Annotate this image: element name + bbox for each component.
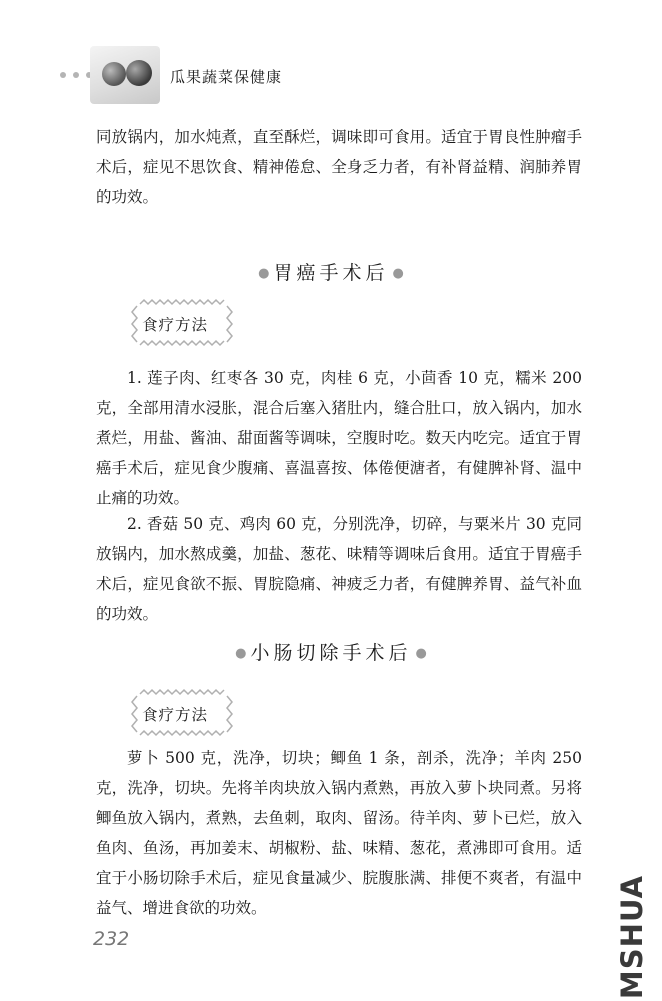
decorative-dots [60,72,92,78]
method-badge [130,688,234,738]
section-title-small-intestine: ● 小肠切除手术后 ● [235,642,427,664]
watermark-text: MSHUA [615,874,649,1000]
page-number: 232 [93,928,130,950]
method-label: 食疗方法 [142,316,209,334]
recipe-paragraph: 萝卜 500 克，洗净，切块；鲫鱼 1 条，剖杀，洗净；羊肉 250 克，洗净，切块。先将羊肉块放入锅内煮熟，再放入萝卜块同煮。另将鲫鱼放入锅内，煮熟，去鱼刺，取肉、留汤。待羊肉、萝卜已烂，放入鱼肉、鱼汤，再加姜末、胡椒粉、盐、味精、葱花，煮沸即可食用。适宜于小肠切除手术后，症见食量减少、脘腹胀满、排便不爽者，有温中益气、增进食欲的功效。 [96,749,582,917]
intro-paragraph: 同放锅内，加水炖煮，直至酥烂，调味即可食用。适宜于胃良性肿瘤手术后，症见不思饮食、精神倦怠、全身乏力者，有补肾益精、润肺养胃的功效。 [96,128,582,206]
fruit-plate-icon [90,46,160,104]
running-header [60,42,360,102]
recipe-paragraph: 2. 香菇 50 克、鸡肉 60 克，分别洗净，切碎，与粟米片 30 克同放锅内，加水熬成羹，加盐、葱花、味精等调味后食用。适宜于胃癌手术后，症见食欲不振、胃脘隐痛、神疲乏力者，有健脾养胃、益气补血的功效。 [96,515,582,623]
recipe-paragraph: 1. 莲子肉、红枣各 30 克，肉桂 6 克，小茴香 10 克，糯米 200 克，全部用清水浸胀，混合后塞入猪肚内，缝合肚口，放入锅内，加水煮烂，用盐、酱油、甜面酱等调味，空腹时吃。数天内吃完。适宜于胃癌手术后，症见食少腹痛、喜温喜按、体倦便溏者，有健脾补肾、温中止痛的功效。 [96,369,582,507]
watermark [612,874,652,1000]
method-badge [130,298,234,348]
method-label: 食疗方法 [142,706,209,724]
header-title: 瓜果蔬菜保健康 [170,68,283,86]
section-title-gastric: ● 胃癌手术后 ● [258,262,404,284]
